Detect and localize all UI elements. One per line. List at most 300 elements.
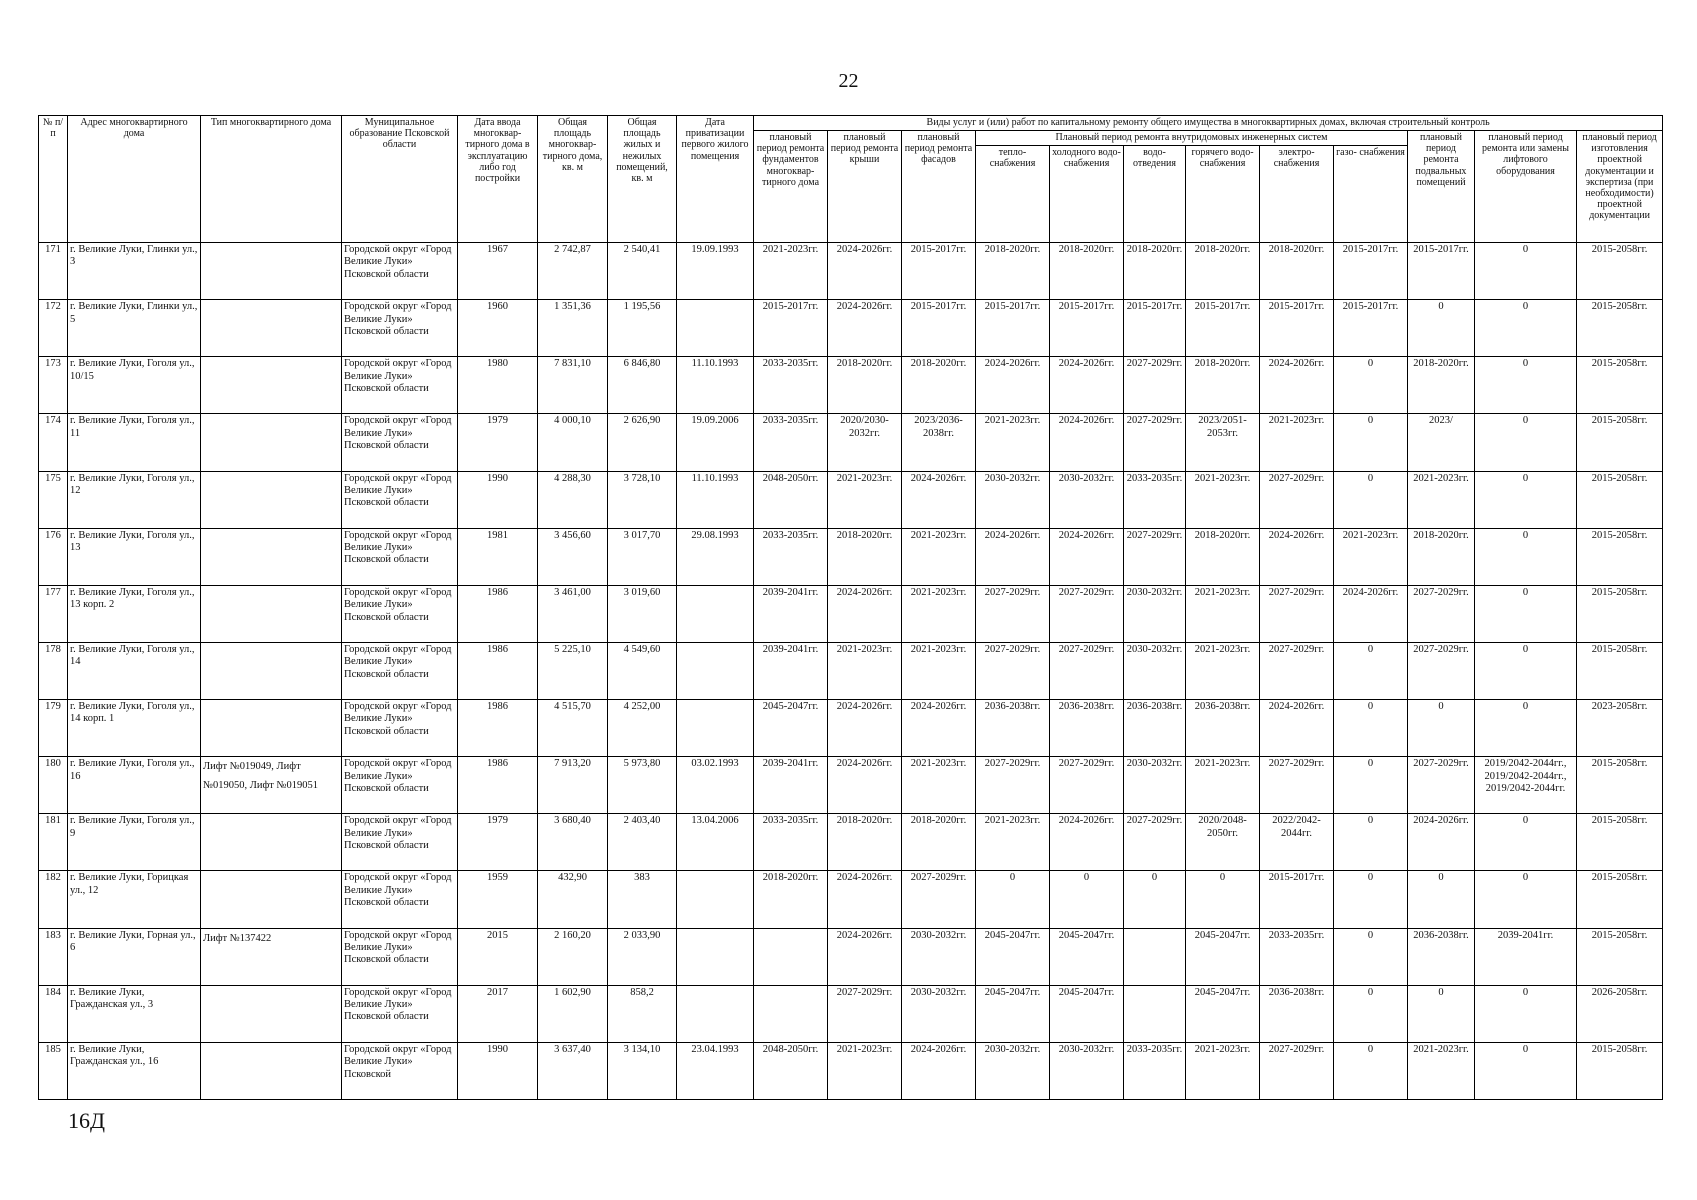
cell-num: 175 — [39, 471, 68, 528]
cell-roof: 2024-2026гг. — [828, 585, 902, 642]
cell-year: 1979 — [458, 814, 538, 871]
cell-year: 1981 — [458, 528, 538, 585]
table-row — [39, 471, 1663, 528]
cell-basement: 0 — [1408, 871, 1475, 928]
cell-total-area: 432,90 — [538, 871, 608, 928]
cell-roof: 2024-2026гг. — [828, 871, 902, 928]
cell-heating: 2021-2023гг. — [976, 814, 1050, 871]
cell-basement: 2023/ — [1408, 414, 1475, 471]
cell-gas: 2021-2023гг. — [1334, 528, 1408, 585]
cell-type — [201, 471, 342, 528]
cell-type — [201, 357, 342, 414]
cell-heating: 0 — [976, 871, 1050, 928]
header-electricity: электро- снабжения — [1260, 146, 1334, 243]
cell-electricity: 2015-2017гг. — [1260, 300, 1334, 357]
cell-residential-area: 858,2 — [608, 985, 677, 1042]
cell-privatization-date — [677, 300, 754, 357]
cell-sewerage: 2030-2032гг. — [1124, 585, 1186, 642]
cell-elevator: 0 — [1475, 814, 1577, 871]
cell-privatization-date — [677, 871, 754, 928]
cell-num: 184 — [39, 985, 68, 1042]
cell-basement: 2024-2026гг. — [1408, 814, 1475, 871]
cell-sewerage: 2033-2035гг. — [1124, 1042, 1186, 1099]
cell-hot-water: 2018-2020гг. — [1186, 243, 1260, 300]
cell-type — [201, 985, 342, 1042]
cell-total-area: 3 680,40 — [538, 814, 608, 871]
cell-roof: 2024-2026гг. — [828, 757, 902, 814]
cell-address: г. Великие Луки, Гоголя ул., 13 корп. 2 — [68, 585, 201, 642]
header-cold-water: холодного водо- снабжения — [1050, 146, 1124, 243]
table-row — [39, 985, 1663, 1042]
cell-gas: 0 — [1334, 757, 1408, 814]
cell-sewerage: 2036-2038гг. — [1124, 700, 1186, 757]
cell-elevator: 0 — [1475, 528, 1577, 585]
cell-design-docs: 2015-2058гг. — [1577, 414, 1663, 471]
cell-address: г. Великие Луки, Гоголя ул., 13 — [68, 528, 201, 585]
cell-municipality: Городской округ «Город Великие Луки» Псковской области — [342, 414, 458, 471]
cell-cold-water: 2027-2029гг. — [1050, 585, 1124, 642]
cell-privatization-date: 19.09.1993 — [677, 243, 754, 300]
cell-cold-water: 2027-2029гг. — [1050, 642, 1124, 699]
cell-gas: 0 — [1334, 642, 1408, 699]
cell-gas: 2015-2017гг. — [1334, 300, 1408, 357]
cell-roof: 2021-2023гг. — [828, 1042, 902, 1099]
cell-municipality: Городской округ «Город Великие Луки» Псковской — [342, 1042, 458, 1099]
cell-design-docs: 2026-2058гг. — [1577, 985, 1663, 1042]
table-row — [39, 757, 1663, 814]
cell-cold-water: 2045-2047гг. — [1050, 985, 1124, 1042]
cell-hot-water: 2021-2023гг. — [1186, 1042, 1260, 1099]
cell-foundation: 2039-2041гг. — [754, 585, 828, 642]
cell-electricity: 2024-2026гг. — [1260, 528, 1334, 585]
cell-heating: 2045-2047гг. — [976, 985, 1050, 1042]
cell-heating: 2027-2029гг. — [976, 757, 1050, 814]
cell-design-docs: 2015-2058гг. — [1577, 357, 1663, 414]
cell-basement: 0 — [1408, 700, 1475, 757]
cell-sewerage: 0 — [1124, 871, 1186, 928]
cell-hot-water: 2021-2023гг. — [1186, 642, 1260, 699]
cell-cold-water: 2036-2038гг. — [1050, 700, 1124, 757]
cell-design-docs: 2015-2058гг. — [1577, 871, 1663, 928]
cell-address: г. Великие Луки, Горицкая ул., 12 — [68, 871, 201, 928]
cell-type: Лифт №137422 — [201, 928, 342, 985]
cell-residential-area: 5 973,80 — [608, 757, 677, 814]
header-residential-area: Общая площадь жилых и нежилых помещений, кв. м — [608, 116, 677, 243]
cell-design-docs: 2015-2058гг. — [1577, 585, 1663, 642]
cell-total-area: 2 742,87 — [538, 243, 608, 300]
cell-hot-water: 2015-2017гг. — [1186, 300, 1260, 357]
cell-address: г. Великие Луки, Гоголя ул., 16 — [68, 757, 201, 814]
cell-roof: 2018-2020гг. — [828, 357, 902, 414]
cell-roof: 2020/2030-2032гг. — [828, 414, 902, 471]
cell-heating: 2024-2026гг. — [976, 357, 1050, 414]
header-sewerage: водо- отведения — [1124, 146, 1186, 243]
cell-privatization-date — [677, 928, 754, 985]
cell-roof: 2024-2026гг. — [828, 700, 902, 757]
cell-elevator: 0 — [1475, 642, 1577, 699]
header-municipality: Муниципальное образование Псковской области — [342, 116, 458, 243]
cell-foundation: 2039-2041гг. — [754, 757, 828, 814]
cell-address: г. Великие Луки, Гоголя ул., 14 корп. 1 — [68, 700, 201, 757]
cell-privatization-date — [677, 985, 754, 1042]
cell-address: г. Великие Луки, Гоголя ул., 10/15 — [68, 357, 201, 414]
cell-gas: 0 — [1334, 985, 1408, 1042]
cell-type — [201, 700, 342, 757]
cell-electricity: 2015-2017гг. — [1260, 871, 1334, 928]
table-row — [39, 300, 1663, 357]
cell-basement: 2027-2029гг. — [1408, 642, 1475, 699]
cell-total-area: 4 288,30 — [538, 471, 608, 528]
cell-num: 177 — [39, 585, 68, 642]
cell-hot-water: 2021-2023гг. — [1186, 585, 1260, 642]
cell-elevator: 0 — [1475, 1042, 1577, 1099]
cell-municipality: Городской округ «Город Великие Луки» Псковской области — [342, 585, 458, 642]
cell-sewerage: 2027-2029гг. — [1124, 357, 1186, 414]
cell-year: 1960 — [458, 300, 538, 357]
cell-gas: 0 — [1334, 871, 1408, 928]
cell-roof: 2021-2023гг. — [828, 642, 902, 699]
cell-elevator: 0 — [1475, 243, 1577, 300]
cell-electricity: 2018-2020гг. — [1260, 243, 1334, 300]
cell-hot-water: 2021-2023гг. — [1186, 471, 1260, 528]
cell-type — [201, 814, 342, 871]
cell-foundation: 2045-2047гг. — [754, 700, 828, 757]
cell-heating: 2030-2032гг. — [976, 1042, 1050, 1099]
cell-foundation: 2033-2035гг. — [754, 414, 828, 471]
cell-type — [201, 528, 342, 585]
cell-num: 185 — [39, 1042, 68, 1099]
cell-privatization-date: 23.04.1993 — [677, 1042, 754, 1099]
cell-facade: 2015-2017гг. — [902, 243, 976, 300]
cell-address: г. Великие Луки, Гоголя ул., 12 — [68, 471, 201, 528]
cell-electricity: 2033-2035гг. — [1260, 928, 1334, 985]
cell-electricity: 2027-2029гг. — [1260, 757, 1334, 814]
cell-privatization-date: 11.10.1993 — [677, 471, 754, 528]
cell-heating: 2045-2047гг. — [976, 928, 1050, 985]
cell-municipality: Городской округ «Город Великие Луки» Псковской области — [342, 757, 458, 814]
cell-heating: 2021-2023гг. — [976, 414, 1050, 471]
cell-elevator: 0 — [1475, 471, 1577, 528]
cell-sewerage: 2015-2017гг. — [1124, 300, 1186, 357]
cell-address: г. Великие Луки, Гоголя ул., 9 — [68, 814, 201, 871]
header-num: № п/п — [39, 116, 68, 243]
cell-sewerage: 2027-2029гг. — [1124, 814, 1186, 871]
cell-heating: 2024-2026гг. — [976, 528, 1050, 585]
cell-hot-water: 2020/2048-2050гг. — [1186, 814, 1260, 871]
cell-total-area: 7 913,20 — [538, 757, 608, 814]
cell-facade: 2021-2023гг. — [902, 528, 976, 585]
header-works-group: Виды услуг и (или) работ по капитальному ремонту общего имущества в многоквартирных домах, включая строительный контроль — [754, 116, 1663, 131]
cell-basement: 2027-2029гг. — [1408, 757, 1475, 814]
cell-roof: 2018-2020гг. — [828, 528, 902, 585]
cell-year: 2015 — [458, 928, 538, 985]
cell-facade: 2018-2020гг. — [902, 357, 976, 414]
cell-address: г. Великие Луки, Гоголя ул., 11 — [68, 414, 201, 471]
cell-total-area: 2 160,20 — [538, 928, 608, 985]
cell-heating: 2036-2038гг. — [976, 700, 1050, 757]
cell-year: 1990 — [458, 1042, 538, 1099]
header-foundation: плановый период ремонта фундаментов многоквар- тирного дома — [754, 131, 828, 243]
cell-residential-area: 3 134,10 — [608, 1042, 677, 1099]
cell-total-area: 1 602,90 — [538, 985, 608, 1042]
cell-cold-water: 2024-2026гг. — [1050, 814, 1124, 871]
cell-address: г. Великие Луки, Горная ул., 6 — [68, 928, 201, 985]
cell-residential-area: 6 846,80 — [608, 357, 677, 414]
table-row — [39, 928, 1663, 985]
header-commission-date: Дата ввода многоквар- тирного дома в эксплуатацию либо год постройки — [458, 116, 538, 243]
cell-residential-area: 1 195,56 — [608, 300, 677, 357]
cell-year: 1967 — [458, 243, 538, 300]
cell-foundation: 2048-2050гг. — [754, 471, 828, 528]
cell-privatization-date: 11.10.1993 — [677, 357, 754, 414]
cell-hot-water: 2036-2038гг. — [1186, 700, 1260, 757]
header-address: Адрес многоквартирного дома — [68, 116, 201, 243]
cell-total-area: 3 456,60 — [538, 528, 608, 585]
cell-elevator: 0 — [1475, 585, 1577, 642]
cell-facade: 2021-2023гг. — [902, 585, 976, 642]
cell-gas: 0 — [1334, 928, 1408, 985]
cell-year: 1980 — [458, 357, 538, 414]
cell-gas: 0 — [1334, 814, 1408, 871]
cell-facade: 2015-2017гг. — [902, 300, 976, 357]
cell-hot-water: 2023/2051-2053гг. — [1186, 414, 1260, 471]
table-row — [39, 414, 1663, 471]
cell-heating: 2018-2020гг. — [976, 243, 1050, 300]
table-row — [39, 357, 1663, 414]
cell-foundation: 2021-2023гг. — [754, 243, 828, 300]
cell-gas: 0 — [1334, 1042, 1408, 1099]
cell-elevator: 0 — [1475, 985, 1577, 1042]
cell-residential-area: 383 — [608, 871, 677, 928]
cell-elevator: 0 — [1475, 414, 1577, 471]
cell-basement: 2018-2020гг. — [1408, 357, 1475, 414]
cell-address: г. Великие Луки, Гражданская ул., 3 — [68, 985, 201, 1042]
cell-roof: 2024-2026гг. — [828, 300, 902, 357]
cell-gas: 0 — [1334, 357, 1408, 414]
cell-num: 179 — [39, 700, 68, 757]
cell-num: 171 — [39, 243, 68, 300]
footer-code: 16Д — [68, 1108, 106, 1133]
header-design-docs: плановый период изготовления проектной документации и экспертиза (при необходимости) проектной документации — [1577, 131, 1663, 243]
cell-facade: 2021-2023гг. — [902, 642, 976, 699]
cell-residential-area: 2 540,41 — [608, 243, 677, 300]
cell-year: 1986 — [458, 585, 538, 642]
cell-municipality: Городской округ «Город Великие Луки» Псковской области — [342, 243, 458, 300]
cell-hot-water: 2018-2020гг. — [1186, 357, 1260, 414]
cell-gas: 2024-2026гг. — [1334, 585, 1408, 642]
table-row — [39, 585, 1663, 642]
cell-foundation: 2048-2050гг. — [754, 1042, 828, 1099]
cell-cold-water: 2024-2026гг. — [1050, 414, 1124, 471]
cell-residential-area: 4 549,60 — [608, 642, 677, 699]
cell-gas: 2015-2017гг. — [1334, 243, 1408, 300]
cell-year: 2017 — [458, 985, 538, 1042]
cell-gas: 0 — [1334, 414, 1408, 471]
cell-privatization-date — [677, 700, 754, 757]
cell-municipality: Городской округ «Город Великие Луки» Псковской области — [342, 814, 458, 871]
cell-type — [201, 243, 342, 300]
cell-privatization-date: 13.04.2006 — [677, 814, 754, 871]
cell-privatization-date: 29.08.1993 — [677, 528, 754, 585]
cell-basement: 2036-2038гг. — [1408, 928, 1475, 985]
cell-cold-water: 2024-2026гг. — [1050, 528, 1124, 585]
cell-elevator: 0 — [1475, 357, 1577, 414]
header-gas: газо- снабжения — [1334, 146, 1408, 243]
cell-gas: 0 — [1334, 700, 1408, 757]
cell-year: 1990 — [458, 471, 538, 528]
table-row — [39, 528, 1663, 585]
cell-basement: 2015-2017гг. — [1408, 243, 1475, 300]
cell-sewerage: 2027-2029гг. — [1124, 528, 1186, 585]
cell-cold-water: 2045-2047гг. — [1050, 928, 1124, 985]
cell-num: 172 — [39, 300, 68, 357]
cell-heating: 2015-2017гг. — [976, 300, 1050, 357]
cell-privatization-date — [677, 642, 754, 699]
cell-residential-area: 3 019,60 — [608, 585, 677, 642]
cell-cold-water: 2030-2032гг. — [1050, 1042, 1124, 1099]
cell-cold-water: 2024-2026гг. — [1050, 357, 1124, 414]
cell-year: 1959 — [458, 871, 538, 928]
cell-foundation: 2033-2035гг. — [754, 357, 828, 414]
cell-hot-water: 2018-2020гг. — [1186, 528, 1260, 585]
cell-elevator: 2019/2042-2044гг., 2019/2042-2044гг., 2019/2042-2044гг. — [1475, 757, 1577, 814]
cell-roof: 2024-2026гг. — [828, 928, 902, 985]
cell-basement: 2021-2023гг. — [1408, 1042, 1475, 1099]
cell-gas: 0 — [1334, 471, 1408, 528]
cell-year: 1986 — [458, 700, 538, 757]
header-facade: плановый период ремонта фасадов — [902, 131, 976, 243]
cell-facade: 2027-2029гг. — [902, 871, 976, 928]
cell-design-docs: 2015-2058гг. — [1577, 471, 1663, 528]
header-privatization-date: Дата приватизации первого жилого помещения — [677, 116, 754, 243]
cell-residential-area: 3 017,70 — [608, 528, 677, 585]
table-row — [39, 243, 1663, 300]
cell-hot-water: 0 — [1186, 871, 1260, 928]
header-type: Тип многоквартирного дома — [201, 116, 342, 243]
cell-design-docs: 2015-2058гг. — [1577, 1042, 1663, 1099]
header-total-area: Общая площадь многоквар- тирного дома, кв. м — [538, 116, 608, 243]
table-row — [39, 1042, 1663, 1099]
cell-num: 174 — [39, 414, 68, 471]
cell-num: 173 — [39, 357, 68, 414]
cell-design-docs: 2015-2058гг. — [1577, 528, 1663, 585]
cell-residential-area: 4 252,00 — [608, 700, 677, 757]
cell-facade: 2018-2020гг. — [902, 814, 976, 871]
cell-sewerage: 2018-2020гг. — [1124, 243, 1186, 300]
cell-municipality: Городской округ «Город Великие Луки» Псковской области — [342, 928, 458, 985]
cell-num: 181 — [39, 814, 68, 871]
cell-total-area: 4 515,70 — [538, 700, 608, 757]
cell-residential-area: 2 403,40 — [608, 814, 677, 871]
cell-roof: 2027-2029гг. — [828, 985, 902, 1042]
cell-municipality: Городской округ «Город Великие Луки» Псковской области — [342, 700, 458, 757]
cell-facade: 2024-2026гг. — [902, 700, 976, 757]
cell-num: 176 — [39, 528, 68, 585]
cell-electricity: 2022/2042-2044гг. — [1260, 814, 1334, 871]
cell-electricity: 2027-2029гг. — [1260, 642, 1334, 699]
cell-sewerage — [1124, 985, 1186, 1042]
cell-basement: 2018-2020гг. — [1408, 528, 1475, 585]
header-roof: плановый период ремонта крыши — [828, 131, 902, 243]
cell-design-docs: 2015-2058гг. — [1577, 642, 1663, 699]
cell-elevator: 0 — [1475, 700, 1577, 757]
cell-hot-water: 2045-2047гг. — [1186, 985, 1260, 1042]
cell-total-area: 7 831,10 — [538, 357, 608, 414]
cell-total-area: 3 461,00 — [538, 585, 608, 642]
cell-municipality: Городской округ «Город Великие Луки» Псковской области — [342, 471, 458, 528]
cell-total-area: 1 351,36 — [538, 300, 608, 357]
cell-basement: 0 — [1408, 300, 1475, 357]
cell-total-area: 3 637,40 — [538, 1042, 608, 1099]
cell-electricity: 2024-2026гг. — [1260, 700, 1334, 757]
cell-year: 1986 — [458, 757, 538, 814]
cell-heating: 2027-2029гг. — [976, 585, 1050, 642]
cell-cold-water: 2030-2032гг. — [1050, 471, 1124, 528]
header-basement: плановый период ремонта подвальных помещений — [1408, 131, 1475, 243]
cell-foundation: 2033-2035гг. — [754, 814, 828, 871]
capital-repair-table — [38, 115, 1663, 1100]
cell-facade: 2021-2023гг. — [902, 757, 976, 814]
cell-num: 178 — [39, 642, 68, 699]
cell-design-docs: 2015-2058гг. — [1577, 928, 1663, 985]
cell-facade: 2023/2036-2038гг. — [902, 414, 976, 471]
cell-type — [201, 1042, 342, 1099]
cell-year: 1979 — [458, 414, 538, 471]
cell-cold-water: 0 — [1050, 871, 1124, 928]
cell-type — [201, 642, 342, 699]
cell-total-area: 4 000,10 — [538, 414, 608, 471]
cell-sewerage: 2030-2032гг. — [1124, 757, 1186, 814]
cell-type: Лифт №019049, Лифт №019050, Лифт №019051 — [201, 757, 342, 814]
cell-electricity: 2027-2029гг. — [1260, 471, 1334, 528]
cell-municipality: Городской округ «Город Великие Луки» Псковской области — [342, 642, 458, 699]
cell-municipality: Городской округ «Город Великие Луки» Псковской области — [342, 985, 458, 1042]
cell-cold-water: 2015-2017гг. — [1050, 300, 1124, 357]
cell-municipality: Городской округ «Город Великие Луки» Псковской области — [342, 300, 458, 357]
cell-facade: 2024-2026гг. — [902, 471, 976, 528]
cell-foundation: 2015-2017гг. — [754, 300, 828, 357]
header-hot-water: горячего водо- снабжения — [1186, 146, 1260, 243]
cell-foundation: 2039-2041гг. — [754, 642, 828, 699]
cell-roof: 2018-2020гг. — [828, 814, 902, 871]
cell-address: г. Великие Луки, Гоголя ул., 14 — [68, 642, 201, 699]
cell-facade: 2024-2026гг. — [902, 1042, 976, 1099]
table-row — [39, 642, 1663, 699]
cell-elevator: 0 — [1475, 871, 1577, 928]
cell-privatization-date — [677, 585, 754, 642]
cell-basement: 2027-2029гг. — [1408, 585, 1475, 642]
cell-sewerage: 2027-2029гг. — [1124, 414, 1186, 471]
cell-hot-water: 2021-2023гг. — [1186, 757, 1260, 814]
cell-type — [201, 585, 342, 642]
cell-design-docs: 2023-2058гг. — [1577, 700, 1663, 757]
cell-cold-water: 2027-2029гг. — [1050, 757, 1124, 814]
cell-electricity: 2024-2026гг. — [1260, 357, 1334, 414]
cell-municipality: Городской округ «Город Великие Луки» Псковской области — [342, 357, 458, 414]
cell-num: 180 — [39, 757, 68, 814]
header-heating: тепло- снабжения — [976, 146, 1050, 243]
cell-privatization-date: 19.09.2006 — [677, 414, 754, 471]
cell-elevator: 0 — [1475, 300, 1577, 357]
cell-privatization-date: 03.02.1993 — [677, 757, 754, 814]
cell-basement: 2021-2023гг. — [1408, 471, 1475, 528]
page-number: 22 — [838, 70, 859, 92]
cell-basement: 0 — [1408, 985, 1475, 1042]
cell-num: 183 — [39, 928, 68, 985]
cell-electricity: 2027-2029гг. — [1260, 585, 1334, 642]
cell-electricity: 2021-2023гг. — [1260, 414, 1334, 471]
cell-design-docs: 2015-2058гг. — [1577, 243, 1663, 300]
